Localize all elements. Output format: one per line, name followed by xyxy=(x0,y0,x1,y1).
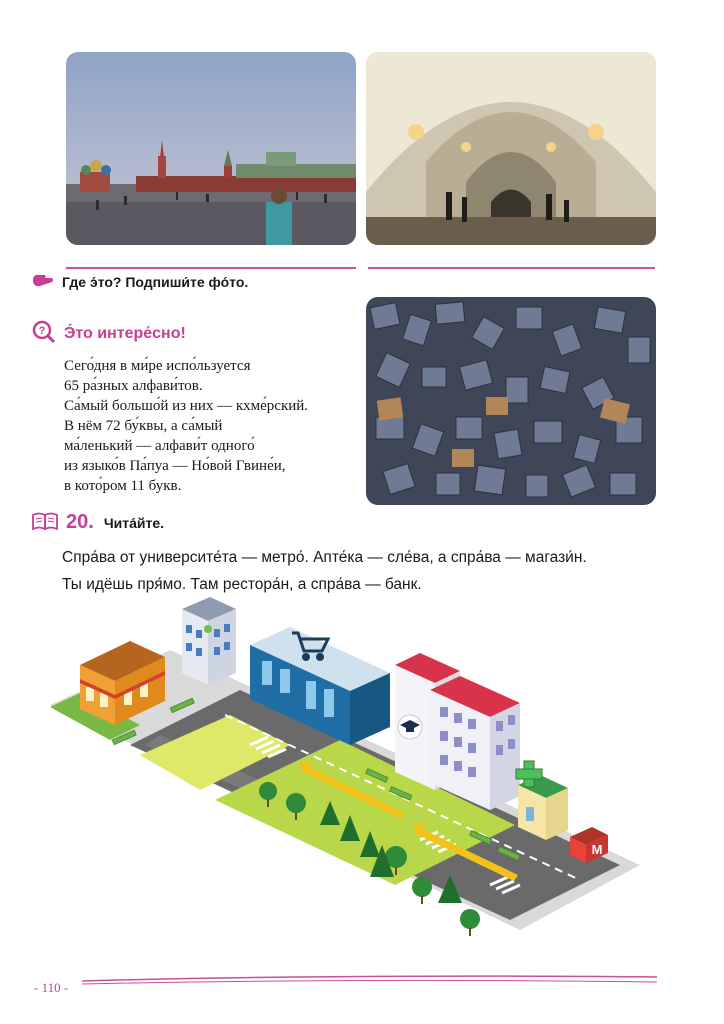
interesting-line: 65 ра́зных алфави́тов. xyxy=(64,378,203,394)
exercise-20-header xyxy=(32,511,164,534)
reading-line: Ты идёшь пря́мо. Там рестора́н, а спра́ва — банк. xyxy=(62,576,422,593)
bank-building xyxy=(182,597,236,685)
graduation-cap-icon xyxy=(398,715,422,739)
metro-letter: М xyxy=(591,842,603,857)
interesting-line: ма́ленький — алфави́т одного́ xyxy=(64,438,255,454)
pharmacy-building xyxy=(516,761,568,840)
reading-text xyxy=(62,544,702,598)
city-map-illustration xyxy=(40,595,670,960)
hand-pointing-icon xyxy=(32,272,54,292)
task-text: Где э́то? Подпиши́те фо́то. xyxy=(62,274,249,290)
interesting-line: Са́мый большо́й из них — кхме́рский. xyxy=(64,398,309,414)
open-book-icon xyxy=(32,512,58,534)
photo-red-square xyxy=(66,52,356,245)
footer-decor-line xyxy=(32,974,657,988)
photo-metro-station xyxy=(366,52,656,245)
interesting-line: Сего́дня в ми́ре испо́льзуется xyxy=(64,358,251,374)
interesting-box xyxy=(32,320,362,496)
photo-wooden-letters xyxy=(366,297,656,505)
reading-line: Спра́ва от университе́та — метро́. Апте́ка — сле́ва, а спра́ва — магази́н. xyxy=(62,549,587,566)
interesting-line: В нём 72 бу́квы, а са́мый xyxy=(64,418,223,434)
page-number: - 110 - xyxy=(34,980,69,995)
magnifier-question-icon xyxy=(32,320,56,348)
interesting-line: из языко́в Па́пуа — Но́вой Гвине́и, xyxy=(64,458,286,474)
caption-line-left xyxy=(66,267,356,269)
svg-text:?: ? xyxy=(38,325,46,337)
task-sign-photos xyxy=(32,272,248,292)
exercise-title: Чита́йте. xyxy=(103,514,165,531)
interesting-heading: Э́то интере́сно! xyxy=(64,325,186,342)
caption-line-right xyxy=(368,267,655,269)
interesting-line: в кото́ром 11 букв. xyxy=(64,478,182,494)
exercise-number: 20. xyxy=(66,511,94,533)
